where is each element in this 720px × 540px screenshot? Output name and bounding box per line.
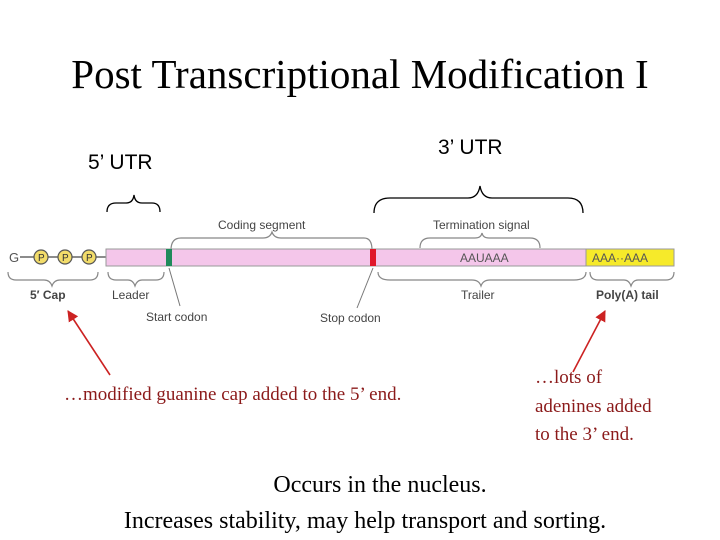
termination-brace: [420, 233, 540, 248]
poly-a-seq: AAA··AAA: [592, 251, 649, 265]
cap-brace: [8, 272, 98, 286]
termination-signal-label: Termination signal: [433, 218, 530, 232]
leader-label: Leader: [112, 288, 150, 302]
utr5-brace: [107, 195, 160, 212]
utr5-label: 5’ UTR: [88, 151, 153, 174]
coding-brace: [171, 232, 372, 250]
trailer-brace: [378, 272, 586, 286]
slide-title: Post Transcriptional Modification I: [71, 51, 649, 97]
phosphate-label: P: [86, 253, 93, 264]
phosphate-label: P: [62, 253, 69, 264]
start-codon-mark: [166, 249, 172, 266]
stop-codon-mark: [370, 249, 376, 266]
tail-note-line-3: to the 3’ end.: [535, 424, 634, 445]
leader-brace: [108, 272, 164, 286]
cap-note: …modified guanine cap added to the 5’ end.: [64, 384, 402, 405]
footer-line-1: Occurs in the nucleus.: [273, 472, 487, 498]
g-label: G: [9, 250, 20, 265]
trailer-label: Trailer: [461, 288, 495, 302]
cap-label: 5′ Cap: [30, 288, 66, 302]
phosphate-label: P: [38, 253, 45, 264]
tail-note-line-2: adenines added: [535, 396, 652, 417]
utr3-brace: [374, 186, 583, 213]
poly-a-tail-label: Poly(A) tail: [596, 288, 659, 302]
utr3-label: 3’ UTR: [438, 136, 503, 159]
stop-codon-label: Stop codon: [320, 311, 381, 325]
tail-note-line-1: …lots of: [535, 367, 603, 388]
cap-arrow: [68, 311, 110, 375]
coding-segment-label: Coding segment: [218, 218, 306, 232]
start-codon-label: Start codon: [146, 310, 208, 324]
mrna-strand: [106, 249, 586, 266]
aauaaa-label: AAUAAA: [460, 251, 509, 265]
poly-a-brace: [590, 272, 674, 286]
footer-line-2: Increases stability, may help transport and sorting.: [123, 508, 607, 534]
tail-arrow: [573, 311, 605, 372]
